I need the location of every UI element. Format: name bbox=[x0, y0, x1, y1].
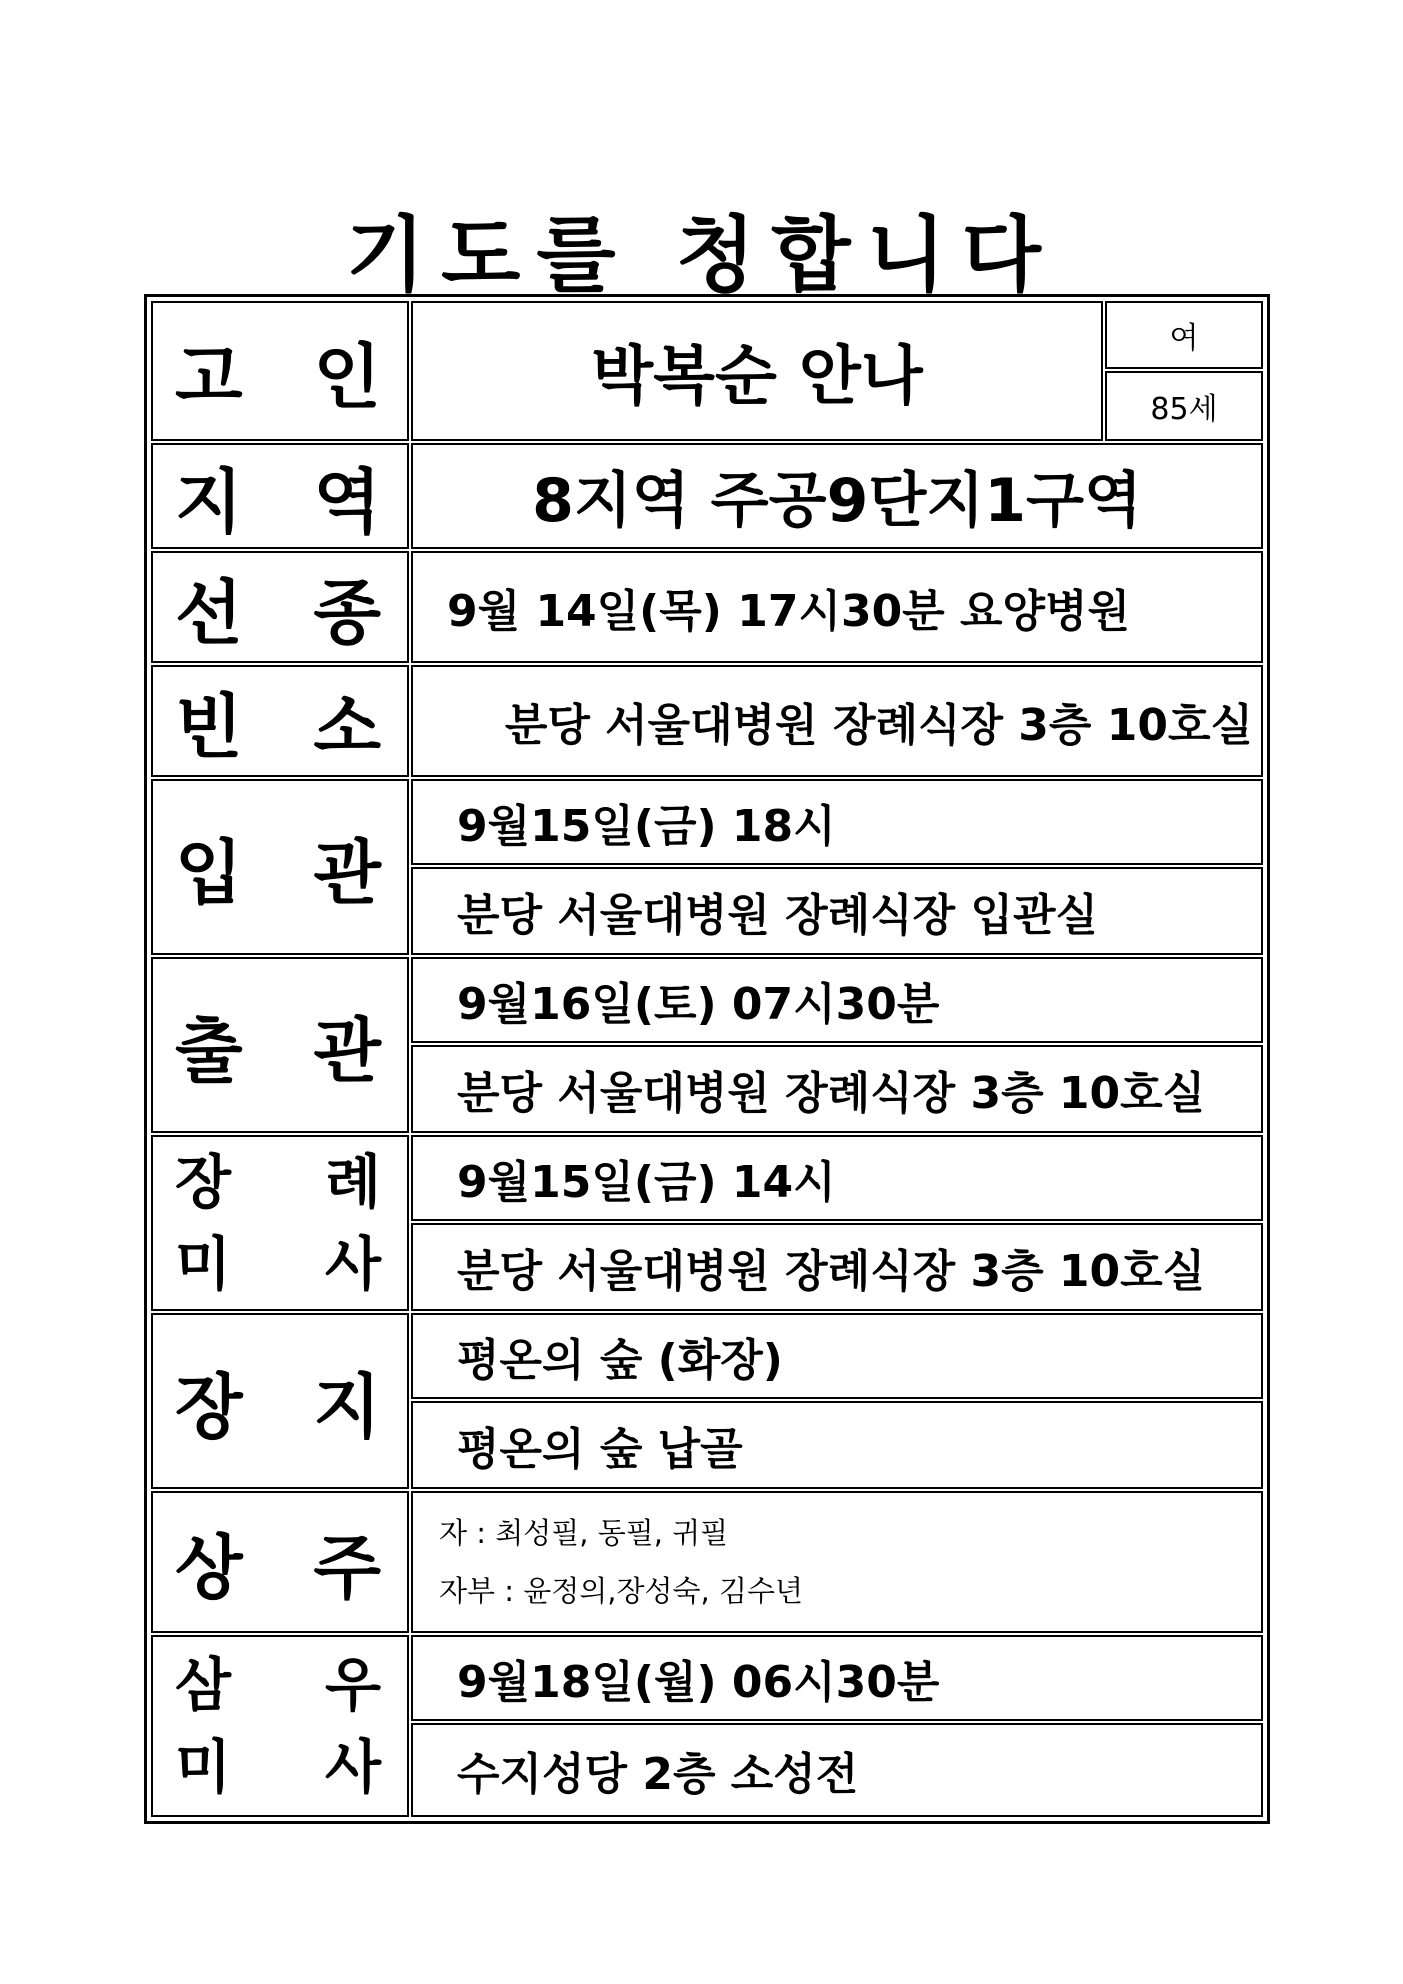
death-label-char-1: 선 bbox=[175, 571, 243, 654]
region-label-char-2: 역 bbox=[313, 460, 381, 543]
funeral-mass-place: 분당 서울대병원 장례식장 3층 10호실 bbox=[411, 1223, 1263, 1311]
mortuary-label bbox=[151, 665, 409, 777]
encoffining-label-char-1: 입 bbox=[175, 831, 243, 914]
deceased-label-char-2: 인 bbox=[313, 335, 381, 418]
departure-place: 분당 서울대병원 장례식장 3층 10호실 bbox=[411, 1045, 1263, 1133]
mortuary-label-char-1: 빈 bbox=[175, 685, 243, 768]
departure-time: 9월16일(토) 07시30분 bbox=[411, 957, 1263, 1043]
chief-mourner-list bbox=[411, 1491, 1263, 1633]
third-day-mass-time: 9월18일(월) 06시30분 bbox=[411, 1635, 1263, 1721]
funeral-mass-label bbox=[151, 1135, 409, 1311]
death-value: 9월 14일(목) 17시30분 요양병원 bbox=[411, 551, 1263, 663]
mortuary-value: 분당 서울대병원 장례식장 3층 10호실 bbox=[411, 665, 1263, 777]
deceased-gender: 여 bbox=[1105, 301, 1263, 369]
third-day-mass-label-char-2: 우 bbox=[324, 1651, 381, 1719]
encoffining-label-char-2: 관 bbox=[313, 831, 381, 914]
death-label bbox=[151, 551, 409, 663]
funeral-mass-label-char-3: 미 bbox=[175, 1230, 232, 1298]
third-day-mass-label bbox=[151, 1635, 409, 1817]
region-label bbox=[151, 443, 409, 549]
third-day-mass-label-char-1: 삼 bbox=[175, 1651, 232, 1719]
departure-label-char-2: 관 bbox=[313, 1009, 381, 1092]
chief-mourner-label-char-1: 상 bbox=[175, 1526, 243, 1609]
departure-label bbox=[151, 957, 409, 1133]
funeral-mass-label-char-1: 장 bbox=[175, 1148, 232, 1216]
region-label-char-1: 지 bbox=[175, 460, 243, 543]
burial-label-char-1: 장 bbox=[175, 1365, 243, 1448]
death-label-char-2: 종 bbox=[313, 571, 381, 654]
chief-mourner-daughters-in-law: 자부 : 윤정의,장성숙, 김수년 bbox=[439, 1574, 804, 1608]
page-title: 기도를 청합니다 bbox=[345, 208, 1058, 303]
burial-line-2: 평온의 숲 납골 bbox=[411, 1401, 1263, 1489]
encoffining-label bbox=[151, 779, 409, 955]
deceased-age: 85세 bbox=[1105, 371, 1263, 441]
region-value: 8지역 주공9단지1구역 bbox=[411, 443, 1263, 549]
encoffining-place: 분당 서울대병원 장례식장 입관실 bbox=[411, 867, 1263, 955]
deceased-label-char-1: 고 bbox=[175, 335, 243, 418]
third-day-mass-place: 수지성당 2층 소성전 bbox=[411, 1723, 1263, 1817]
funeral-mass-time: 9월15일(금) 14시 bbox=[411, 1135, 1263, 1221]
deceased-label bbox=[151, 301, 409, 441]
memorial-table bbox=[144, 294, 1270, 1824]
departure-label-char-1: 출 bbox=[175, 1009, 243, 1092]
funeral-mass-label-char-4: 사 bbox=[324, 1230, 381, 1298]
encoffining-time: 9월15일(금) 18시 bbox=[411, 779, 1263, 865]
burial-label-char-2: 지 bbox=[313, 1365, 381, 1448]
chief-mourner-label bbox=[151, 1491, 409, 1633]
chief-mourner-sons: 자 : 최성필, 동필, 귀필 bbox=[439, 1516, 729, 1550]
burial-line-1: 평온의 숲 (화장) bbox=[411, 1313, 1263, 1399]
funeral-mass-label-char-2: 례 bbox=[324, 1148, 381, 1216]
third-day-mass-label-char-4: 사 bbox=[324, 1733, 381, 1801]
deceased-name: 박복순 안나 bbox=[411, 301, 1103, 441]
burial-label bbox=[151, 1313, 409, 1489]
chief-mourner-label-char-2: 주 bbox=[313, 1526, 381, 1609]
mortuary-label-char-2: 소 bbox=[313, 685, 381, 768]
third-day-mass-label-char-3: 미 bbox=[175, 1733, 232, 1801]
